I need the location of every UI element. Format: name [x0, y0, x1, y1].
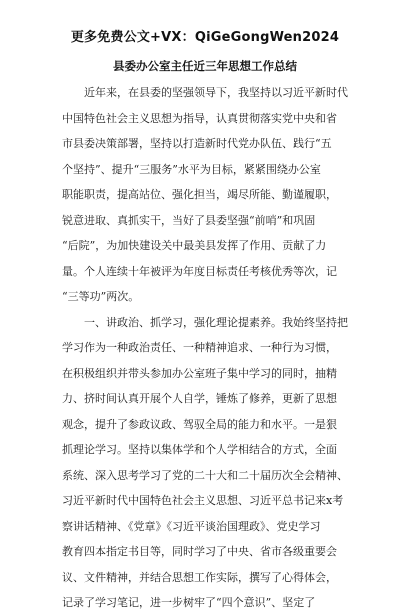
text-line: 量。个人连续十年被评为年度目标责任考核优秀等次，记	[62, 264, 337, 278]
text-line: 察讲话精神、《党章》《习近平谈治国理政》、党史学习	[62, 519, 321, 533]
promo-banner: 更多免费公文+VX：QiGeGongWen2024	[70, 30, 340, 45]
text-line: “后院”，为加快建设关中最美县发挥了作用、贡献了力	[62, 239, 327, 252]
text-line: 市县委决策部署，坚持以打造新时代党办队伍、践行“五	[62, 137, 332, 150]
document-title: 县委办公室主任近三年思想工作总结	[113, 59, 297, 73]
text-line: 学习作为一种政治责任、一种精神追求、一种行为习惯，	[62, 341, 337, 354]
text-line: 职能职责，提高站位、强化担当，竭尽所能、勤谨履职，	[62, 188, 337, 201]
text-line: 力、挤时间认真开展个人自学，锤炼了修养，更新了思想	[62, 392, 337, 405]
text-line: 观念，提升了参政议政、驾驭全局的能力和水平。一是狠	[62, 417, 337, 431]
text-line: 锐意进取、真抓实干，当好了县委坚强“前哨”和巩固	[62, 213, 316, 227]
text-line: 中国特色社会主义思想为指导，认真贯彻落实党中央和省	[62, 111, 337, 125]
text-line: 个坚持”、提升“三服务”水平为目标，紧紧围绕办公室	[62, 162, 321, 176]
document-body	[62, 80, 352, 616]
text-line: 议、文件精神，并结合思想工作实际，撰写了心得体会，	[62, 570, 337, 584]
text-line: 一、讲政治、抓学习，强化理论提素养。我始终坚持把	[84, 315, 348, 329]
text-line: 教育四本指定书目等，同时学习了中央、省市各级重要会	[62, 545, 337, 558]
text-line: 在积极组织并带头参加办公室班子集中学习的同时，抽精	[62, 366, 337, 380]
text-line: 习近平新时代中国特色社会主义思想、习近平总书记来x考	[62, 494, 344, 507]
text-line: “三等功”两次。	[62, 290, 140, 303]
text-line: 近年来，在县委的坚强领导下，我坚持以习近平新时代	[84, 86, 348, 99]
text-line: 抓理论学习。坚持以集体学和个人学相结合的方式，全面	[62, 443, 337, 456]
text-line: 系统、深入思考学习了党的二十大和二十届历次全会精神、	[62, 468, 348, 482]
text-line: 记录了学习笔记，进一步树牢了“四个意识”、坚定了	[62, 596, 316, 609]
